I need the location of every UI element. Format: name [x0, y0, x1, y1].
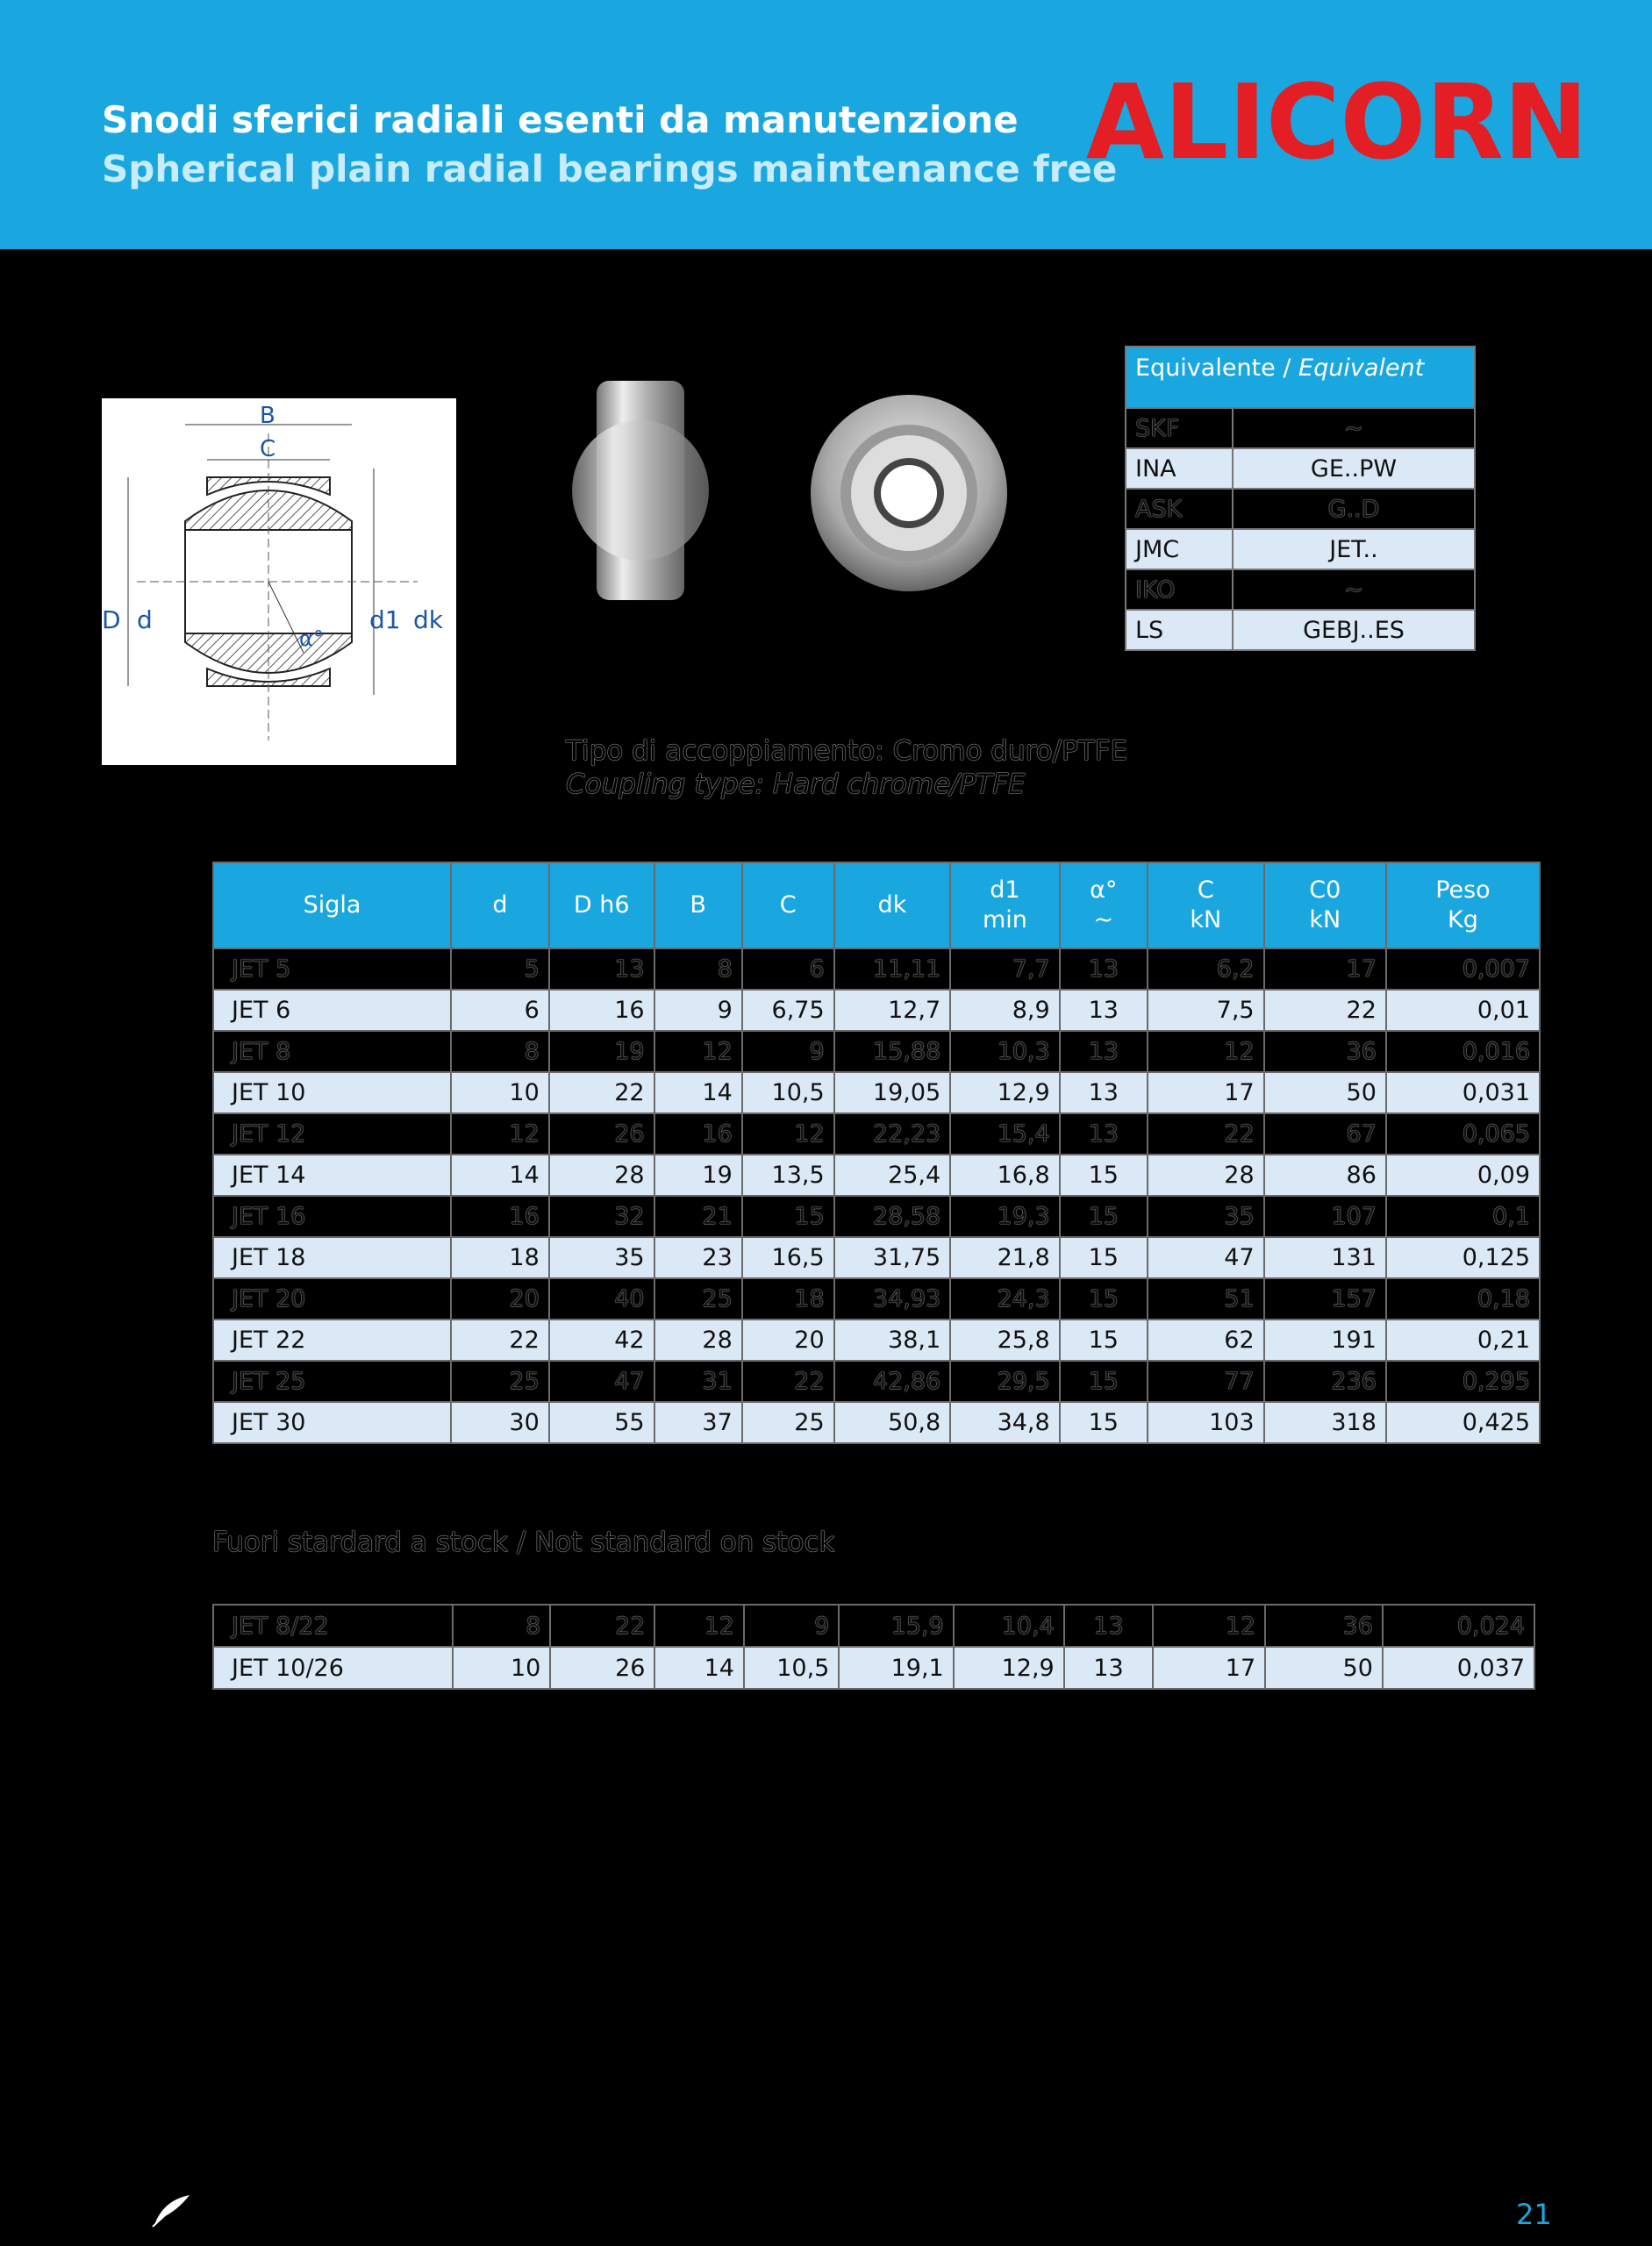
- table-cell: 12: [1153, 1605, 1265, 1647]
- brand-text: ALICORN: [1086, 77, 1588, 165]
- equiv-brand: LS: [1126, 610, 1233, 650]
- table-cell: 0,425: [1386, 1402, 1540, 1443]
- table-cell: 0,065: [1386, 1113, 1540, 1155]
- table-cell: 13: [1060, 1072, 1148, 1113]
- table-cell: 8,9: [950, 990, 1060, 1031]
- table-cell: 10: [453, 1647, 551, 1689]
- table-row: [213, 948, 1540, 990]
- row-code: JET 10/26: [213, 1647, 453, 1689]
- table-cell: 107: [1264, 1196, 1386, 1237]
- table-cell: 40: [549, 1278, 654, 1320]
- dim-label-d1: d1: [369, 605, 401, 634]
- table-cell: 17: [1264, 948, 1386, 990]
- equivalents-header: Equivalente / Equivalent: [1126, 347, 1475, 408]
- table-cell: 55: [549, 1402, 654, 1443]
- table-cell: 8: [451, 1031, 549, 1072]
- table-cell: 13: [1064, 1647, 1154, 1689]
- dim-label-alpha: α°: [299, 626, 324, 651]
- table-cell: 0,18: [1386, 1278, 1540, 1320]
- table-cell: 10,3: [950, 1031, 1060, 1072]
- table-cell: 28: [1148, 1155, 1264, 1196]
- table-cell: 35: [1148, 1196, 1264, 1237]
- table-cell: 13: [1060, 1113, 1148, 1155]
- column-header: Peso Kg: [1386, 862, 1540, 948]
- table-cell: 19: [549, 1031, 654, 1072]
- table-cell: 50: [1264, 1072, 1386, 1113]
- table-cell: 15: [1060, 1155, 1148, 1196]
- table-cell: 26: [549, 1113, 654, 1155]
- table-cell: 0,1: [1386, 1196, 1540, 1237]
- table-cell: 0,031: [1386, 1072, 1540, 1113]
- table-cell: 19,05: [834, 1072, 951, 1113]
- table-cell: 16,5: [742, 1237, 834, 1278]
- table-cell: 29,5: [950, 1361, 1060, 1402]
- table-cell: 21,8: [950, 1237, 1060, 1278]
- dim-label-C: C: [260, 436, 276, 462]
- row-code: JET 6: [213, 990, 451, 1031]
- table-cell: 22: [1264, 990, 1386, 1031]
- table-cell: 10,4: [954, 1605, 1064, 1647]
- table-row: [213, 1031, 1540, 1072]
- table-cell: 67: [1264, 1113, 1386, 1155]
- table-row: [213, 1605, 1534, 1647]
- table-cell: 15,9: [839, 1605, 953, 1647]
- bearings-spec-table: [212, 862, 1541, 1444]
- table-cell: 13: [1060, 1031, 1148, 1072]
- table-cell: 42,86: [834, 1361, 951, 1402]
- table-cell: 23: [654, 1237, 742, 1278]
- not-standard-label: Fuori stardard a stock / Not standard on stock: [212, 1527, 835, 1558]
- table-cell: 47: [1148, 1237, 1264, 1278]
- table-cell: 25: [742, 1402, 834, 1443]
- table-cell: 24,3: [950, 1278, 1060, 1320]
- equiv-brand: SKF: [1126, 408, 1233, 448]
- table-cell: 32: [549, 1196, 654, 1237]
- table-cell: 30: [451, 1402, 549, 1443]
- table-cell: 6,75: [742, 990, 834, 1031]
- equivalents-table: [1125, 346, 1476, 651]
- table-cell: 25: [451, 1361, 549, 1402]
- table-cell: 0,007: [1386, 948, 1540, 990]
- table-cell: 16: [654, 1113, 742, 1155]
- table-cell: 35: [549, 1237, 654, 1278]
- feather-icon: [151, 2192, 193, 2228]
- table-cell: 14: [654, 1647, 744, 1689]
- dim-label-B: B: [260, 403, 275, 429]
- table-header-row: [213, 862, 1540, 948]
- table-cell: 25: [654, 1278, 742, 1320]
- table-cell: 157: [1264, 1278, 1386, 1320]
- column-header: Sigla: [213, 862, 451, 948]
- table-cell: 50,8: [834, 1402, 951, 1443]
- table-row: [213, 1237, 1540, 1278]
- table-cell: 15,4: [950, 1113, 1060, 1155]
- dim-label-dk: dk: [413, 605, 443, 634]
- table-cell: 0,037: [1383, 1647, 1534, 1689]
- row-code: JET 25: [213, 1361, 451, 1402]
- title-english: Spherical plain radial bearings maintenance free: [102, 147, 1118, 190]
- equiv-code: ~: [1233, 408, 1475, 448]
- table-cell: 18: [451, 1237, 549, 1278]
- table-cell: 10,5: [744, 1647, 839, 1689]
- table-cell: 26: [550, 1647, 654, 1689]
- table-cell: 18: [742, 1278, 834, 1320]
- table-row: [213, 1072, 1540, 1113]
- equiv-brand: ASK: [1126, 489, 1233, 529]
- equiv-code: GE..PW: [1233, 448, 1475, 489]
- row-code: JET 22: [213, 1320, 451, 1361]
- table-cell: 12: [742, 1113, 834, 1155]
- table-cell: 8: [453, 1605, 551, 1647]
- table-cell: 11,11: [834, 948, 951, 990]
- table-cell: 15: [742, 1196, 834, 1237]
- table-cell: 0,125: [1386, 1237, 1540, 1278]
- table-cell: 7,5: [1148, 990, 1264, 1031]
- table-cell: 38,1: [834, 1320, 951, 1361]
- table-cell: 0,09: [1386, 1155, 1540, 1196]
- row-code: JET 8: [213, 1031, 451, 1072]
- row-code: JET 18: [213, 1237, 451, 1278]
- table-row: [213, 990, 1540, 1031]
- table-cell: 15: [1060, 1278, 1148, 1320]
- table-cell: 15: [1060, 1320, 1148, 1361]
- table-cell: 236: [1264, 1361, 1386, 1402]
- table-cell: 47: [549, 1361, 654, 1402]
- table-cell: 25,8: [950, 1320, 1060, 1361]
- table-cell: 22: [549, 1072, 654, 1113]
- column-header: α° ~: [1060, 862, 1148, 948]
- table-cell: 28: [654, 1320, 742, 1361]
- bearing-cross-section-diagram: [102, 398, 456, 765]
- table-cell: 5: [451, 948, 549, 990]
- title-italian: Snodi sferici radiali esenti da manutenzione: [102, 98, 1019, 141]
- table-cell: 17: [1153, 1647, 1265, 1689]
- table-cell: 13: [1060, 990, 1148, 1031]
- table-cell: 31,75: [834, 1237, 951, 1278]
- table-cell: 22: [1148, 1113, 1264, 1155]
- row-code: JET 20: [213, 1278, 451, 1320]
- table-cell: 15: [1060, 1237, 1148, 1278]
- column-header: d: [451, 862, 549, 948]
- table-row: [213, 1402, 1540, 1443]
- equiv-code: G..D: [1233, 489, 1475, 529]
- table-cell: 14: [451, 1155, 549, 1196]
- alicorn-logo: [1086, 77, 1588, 165]
- table-cell: 8: [654, 948, 742, 990]
- table-cell: 22: [451, 1320, 549, 1361]
- table-row: [213, 1320, 1540, 1361]
- column-header: B: [654, 862, 742, 948]
- table-cell: 51: [1148, 1278, 1264, 1320]
- table-cell: 12,9: [954, 1647, 1064, 1689]
- column-header: C: [742, 862, 834, 948]
- table-cell: 31: [654, 1361, 742, 1402]
- table-cell: 10: [451, 1072, 549, 1113]
- table-cell: 25,4: [834, 1155, 951, 1196]
- table-cell: 34,93: [834, 1278, 951, 1320]
- table-row: [213, 1155, 1540, 1196]
- not-standard-table: [212, 1604, 1535, 1690]
- table-cell: 28,58: [834, 1196, 951, 1237]
- column-header: C kN: [1148, 862, 1264, 948]
- table-cell: 22,23: [834, 1113, 951, 1155]
- bearing-front-photo: [807, 391, 1011, 595]
- table-cell: 20: [451, 1278, 549, 1320]
- table-cell: 13: [1060, 948, 1148, 990]
- table-cell: 12: [654, 1605, 744, 1647]
- table-cell: 21: [654, 1196, 742, 1237]
- page-header: [0, 0, 1652, 249]
- equiv-code: ~: [1233, 569, 1475, 610]
- table-cell: 15: [1060, 1196, 1148, 1237]
- coupling-type-italian: Tipo di accoppiamento: Cromo duro/PTFE: [566, 735, 1128, 767]
- table-row: [213, 1113, 1540, 1155]
- table-cell: 19: [654, 1155, 742, 1196]
- table-cell: 16,8: [950, 1155, 1060, 1196]
- table-row: [213, 1361, 1540, 1402]
- table-cell: 36: [1265, 1605, 1383, 1647]
- table-cell: 12: [451, 1113, 549, 1155]
- column-header: D h6: [549, 862, 654, 948]
- table-cell: 7,7: [950, 948, 1060, 990]
- table-cell: 37: [654, 1402, 742, 1443]
- equiv-brand: INA: [1126, 448, 1233, 489]
- column-header: d1 min: [950, 862, 1060, 948]
- table-cell: 62: [1148, 1320, 1264, 1361]
- dim-label-D: D: [102, 605, 121, 634]
- row-code: JET 16: [213, 1196, 451, 1237]
- table-cell: 9: [744, 1605, 839, 1647]
- table-cell: 12: [654, 1031, 742, 1072]
- table-cell: 0,024: [1383, 1605, 1534, 1647]
- table-cell: 16: [549, 990, 654, 1031]
- coupling-type-english: Coupling type: Hard chrome/PTFE: [566, 769, 1026, 800]
- table-cell: 0,295: [1386, 1361, 1540, 1402]
- table-cell: 34,8: [950, 1402, 1060, 1443]
- row-code: JET 5: [213, 948, 451, 990]
- table-cell: 9: [742, 1031, 834, 1072]
- table-cell: 13: [1064, 1605, 1154, 1647]
- row-code: JET 30: [213, 1402, 451, 1443]
- equiv-brand: IKO: [1126, 569, 1233, 610]
- table-cell: 20: [742, 1320, 834, 1361]
- table-cell: 17: [1148, 1072, 1264, 1113]
- table-cell: 0,21: [1386, 1320, 1540, 1361]
- table-cell: 14: [654, 1072, 742, 1113]
- table-cell: 12,9: [950, 1072, 1060, 1113]
- row-code: JET 14: [213, 1155, 451, 1196]
- table-cell: 12: [1148, 1031, 1264, 1072]
- row-code: JET 12: [213, 1113, 451, 1155]
- table-cell: 6: [742, 948, 834, 990]
- equiv-code: GEBJ..ES: [1233, 610, 1475, 650]
- table-cell: 15: [1060, 1361, 1148, 1402]
- dim-label-d: d: [137, 605, 153, 634]
- table-cell: 22: [742, 1361, 834, 1402]
- table-cell: 13: [549, 948, 654, 990]
- table-cell: 0,01: [1386, 990, 1540, 1031]
- table-cell: 9: [654, 990, 742, 1031]
- column-header: dk: [834, 862, 951, 948]
- table-cell: 15: [1060, 1402, 1148, 1443]
- table-cell: 13,5: [742, 1155, 834, 1196]
- table-cell: 131: [1264, 1237, 1386, 1278]
- table-cell: 28: [549, 1155, 654, 1196]
- table-cell: 22: [550, 1605, 654, 1647]
- table-cell: 10,5: [742, 1072, 834, 1113]
- table-cell: 6: [451, 990, 549, 1031]
- table-cell: 77: [1148, 1361, 1264, 1402]
- column-header: C0 kN: [1264, 862, 1386, 948]
- table-row: [213, 1196, 1540, 1237]
- table-cell: 36: [1264, 1031, 1386, 1072]
- table-cell: 318: [1264, 1402, 1386, 1443]
- table-cell: 16: [451, 1196, 549, 1237]
- table-cell: 86: [1264, 1155, 1386, 1196]
- bearing-side-photo: [570, 376, 711, 605]
- table-cell: 0,016: [1386, 1031, 1540, 1072]
- table-cell: 42: [549, 1320, 654, 1361]
- table-cell: 19,1: [839, 1647, 953, 1689]
- page-number: 21: [1516, 2198, 1552, 2231]
- table-cell: 12,7: [834, 990, 951, 1031]
- row-code: JET 10: [213, 1072, 451, 1113]
- equiv-brand: JMC: [1126, 529, 1233, 569]
- table-cell: 103: [1148, 1402, 1264, 1443]
- table-row: [213, 1647, 1534, 1689]
- table-cell: 15,88: [834, 1031, 951, 1072]
- table-row: [213, 1278, 1540, 1320]
- table-cell: 6,2: [1148, 948, 1264, 990]
- table-cell: 191: [1264, 1320, 1386, 1361]
- table-cell: 50: [1265, 1647, 1383, 1689]
- table-cell: 19,3: [950, 1196, 1060, 1237]
- equiv-code: JET..: [1233, 529, 1475, 569]
- row-code: JET 8/22: [213, 1605, 453, 1647]
